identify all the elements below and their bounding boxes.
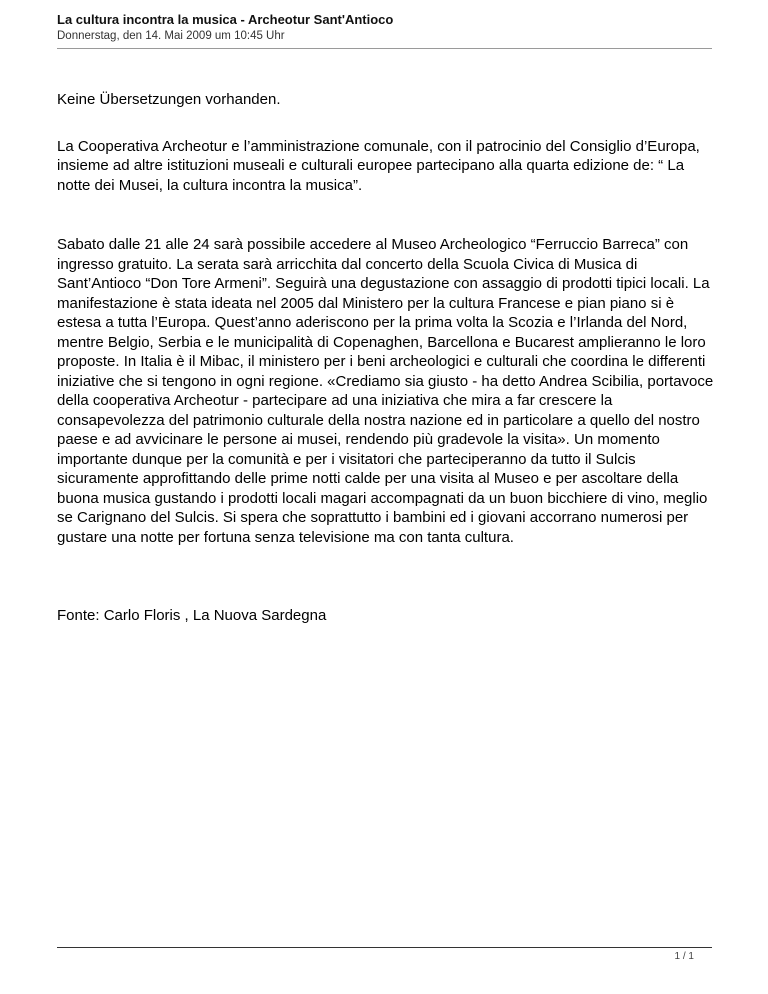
page-number: 1 / 1 [674,951,694,962]
publication-date: Donnerstag, den 14. Mai 2009 um 10:45 Uhr [57,30,285,42]
intro-paragraph: La Cooperativa Archeotur e l’amministrazione comunale, con il patrocinio del Consiglio d’Europa, insieme ad altre istituzioni museali e culturali europee partecipano alla quarta edizione de: “ La notte dei Musei, la cultura incontra la musica”. [57,137,700,194]
page-header [57,12,712,44]
source-credit: Fonte: Carlo Floris , La Nuova Sardegna [57,607,327,624]
footer-divider [57,947,712,948]
header-divider [57,48,712,49]
article-content [57,90,717,626]
translation-notice: Keine Übersetzungen vorhanden. [57,91,281,108]
document-title: La cultura incontra la musica - Archeotur Sant'Antioco [57,12,394,27]
body-paragraph: Sabato dalle 21 alle 24 sarà possibile accedere al Museo Archeologico “Ferruccio Barreca” con ingresso gratuito. La serata sarà arricchita dal concerto della Scuola Civica di Musica di Sant’Antioco “Don Tore Armeni”. Seguirà una degustazione con assaggio di prodotti tipici locali. La manifestazione è stata ideata nel 2005 dal Ministero per la cultura Francese e pian piano si è estesa a tutta l’Europa. Quest’anno aderiscono per la prima volta la Scozia e l’Irlanda del Nord, mentre Belgio, Serbia e le municipalità di Copenaghen, Barcellona e Bucarest amplieranno le loro proposte. In Italia è il Mibac, il ministero per i beni archeologici e culturali che coordina le differenti iniziative che si tengono in ogni regione. «Crediamo sia giusto - ha detto Andrea Scibilia, portavoce della cooperativa Archeotur - partecipare ad una iniziativa che mira a far crescere la consapevolezza del patrimonio culturale della nostra nazione ed in particolare a quello del nostro paese e ad avvicinare le persone ai musei, rendendo più gradevole la visita». Un momento importante dunque per la comunità e per i visitatori che parteciperanno da tutto il Sulcis sicuramente approfittando delle prime notti calde per una visita al Museo e per ascoltare della buona musica gustando i prodotti locali magari accompagnati da un buon bicchiere di vino, meglio se Carignano del Sulcis. Si spera che soprattutto i bambini ed i giovani accorrano numerosi per gustare una notte per fortuna senza televisione ma con tanta cultura. [57,236,714,546]
